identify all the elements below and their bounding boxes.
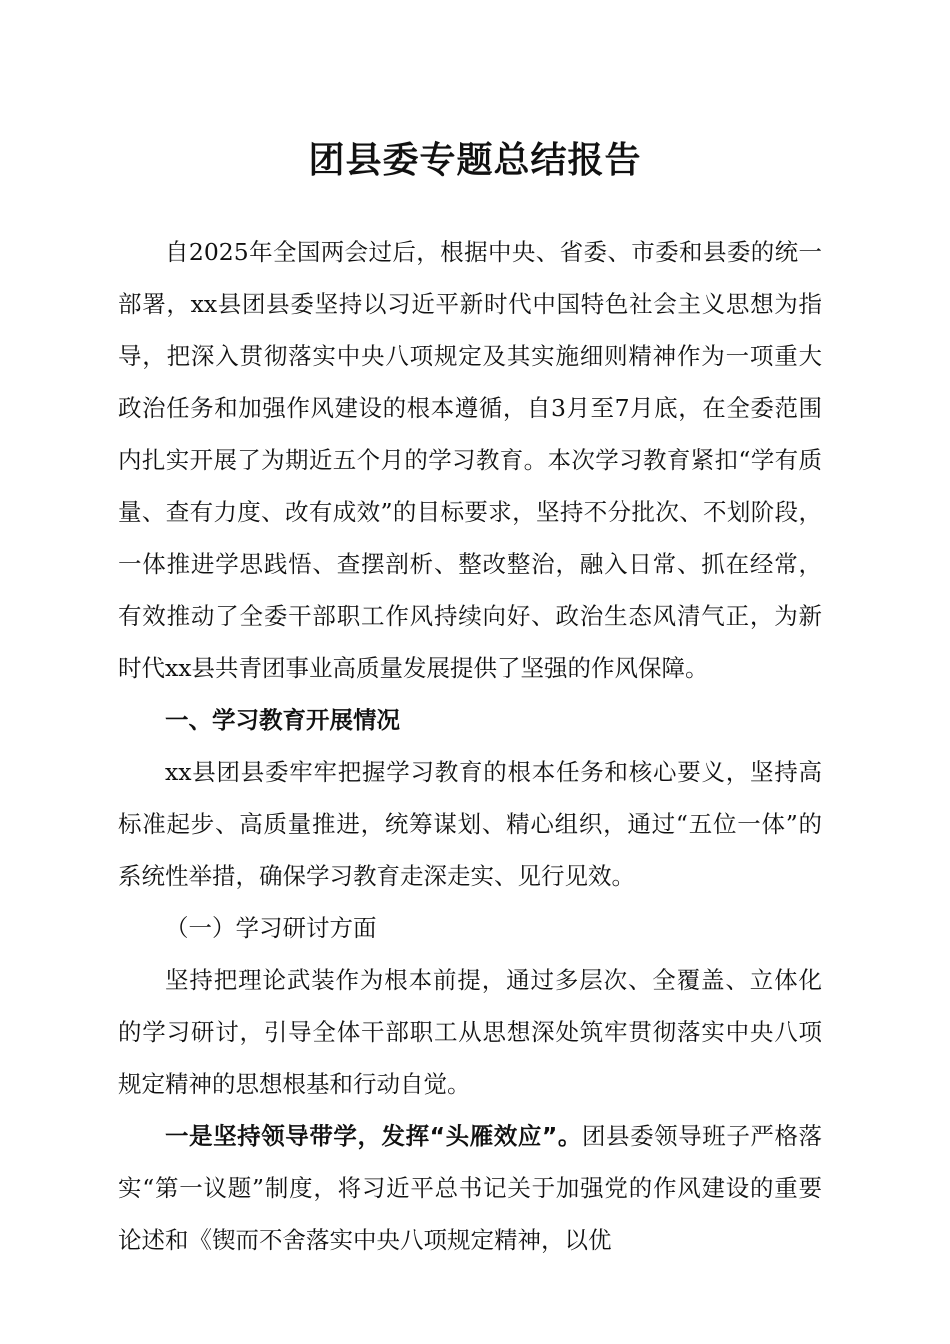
point-1-body: 团县委领导班子严格落实“第一议题”制度，将习近平总书记关于加强党的作风建设的重要论述和《锲而不舍落实中央八项规定精神，以优: [118, 1122, 823, 1254]
document-body: [118, 226, 822, 1266]
paragraph-subsection-1: 坚持把理论武装作为根本前提，通过多层次、全覆盖、立体化的学习研讨，引导全体干部职工从思想深处筑牢贯彻落实中央八项规定精神的思想根基和行动自觉。: [118, 966, 822, 1098]
paragraph-intro: 自2025年全国两会过后，根据中央、省委、市委和县委的统一部署，xx县团县委坚持以习近平新时代中国特色社会主义思想为指导，把深入贯彻落实中央八项规定及其实施细则精神作为一项重大政治任务和加强作风建设的根本遵循，自3月至7月底，在全委范围内扎实开展了为期近五个月的学习教育。本次学习教育紧扣“学有质量、查有力度、改有成效”的目标要求，坚持不分批次、不划阶段，一体推进学思践悟、查摆剖析、整改整治，融入日常、抓在经常，有效推动了全委干部职工作风持续向好、政治生态风清气正，为新时代xx县共青团事业高质量发展提供了坚强的作风保障。: [118, 238, 822, 682]
document-title: 团县委专题总结报告: [308, 139, 642, 181]
point-1-lead: 一是坚持领导带学，发挥“头雁效应”。: [165, 1122, 582, 1150]
section-heading-1: 一、学习教育开展情况: [165, 706, 400, 734]
paragraph-section-1: xx县团县委牢牢把握学习教育的根本任务和核心要义，坚持高标准起步、高质量推进，统筹谋划、精心组织，通过“五位一体”的系统性举措，确保学习教育走深走实、见行见效。: [118, 758, 822, 890]
paragraph-point-1: [118, 1110, 822, 1266]
subsection-heading-1: （一）学习研讨方面: [165, 914, 377, 942]
